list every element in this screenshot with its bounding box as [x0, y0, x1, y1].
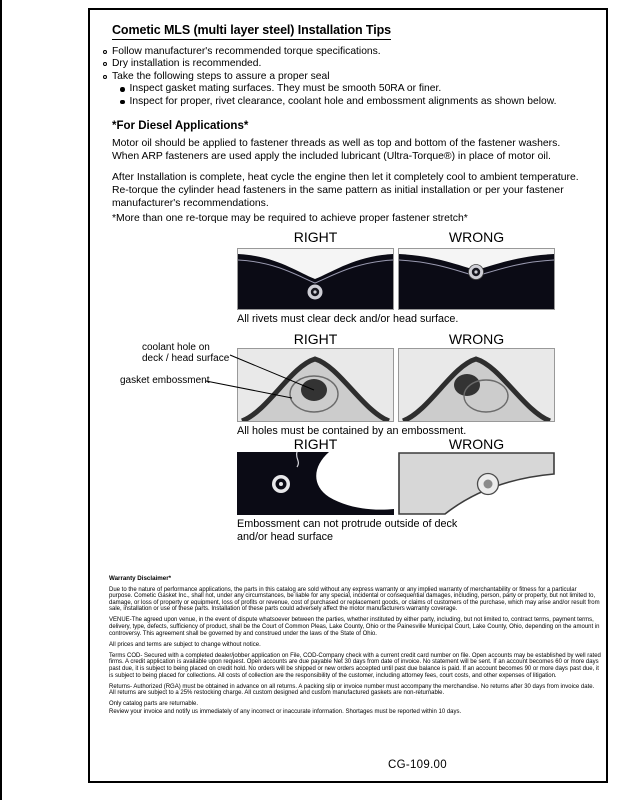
tip-text: Inspect gasket mating surfaces. They must be smooth 50RA or finer. — [129, 83, 442, 95]
catalog-number: CG-109.00 — [388, 759, 447, 771]
warranty-paragraph: Only catalog parts are returnable. — [109, 701, 199, 708]
tip-text: Take the following steps to assure a proper seal — [112, 70, 330, 82]
rivet-wrong-illustration — [399, 249, 554, 309]
row1-caption: All rivets must clear deck and/or head surface. — [237, 313, 459, 325]
warranty-paragraph: Returns- Authorized (RGA) must be obtained in advance on all returns. A packing slip or invoice number must accompany the merchandise. No returns after 30 days from invoice date. All returns are subject to a 25% restocking charge. All custom designed and custom manufactured gaskets are non-returnable. — [109, 683, 595, 697]
diagram-rivet-wrong — [398, 248, 555, 310]
warranty-paragraph: All prices and terms are subject to change without notice. — [109, 641, 261, 648]
row1-right-label: RIGHT — [293, 229, 338, 245]
warranty-disclaimer-section — [109, 576, 601, 720]
diagram-protrusion-wrong — [398, 452, 555, 515]
row3-wrong-label: WRONG — [448, 436, 505, 452]
embossment-wrong-illustration — [399, 349, 554, 421]
gasket-embossment-label: gasket embossment — [120, 375, 210, 386]
row3-right-label: RIGHT — [293, 436, 338, 452]
annotation-pointer-lines — [130, 340, 410, 435]
retorque-note: *More than one re-torque may be required to achieve proper fastener stretch* — [112, 213, 468, 224]
row2-caption: All holes must be contained by an embossment. — [237, 425, 467, 437]
coolant-hole-label: coolant hole on deck / head surface — [142, 342, 230, 364]
diagram-embossment-wrong — [398, 348, 555, 422]
protrusion-wrong-illustration — [398, 452, 555, 515]
document-page — [88, 8, 608, 783]
diesel-applications-heading: *For Diesel Applications* — [112, 120, 249, 132]
diesel-paragraph-1: Motor oil should be applied to fastener threads as well as top and bottom of the fastener washers. When ARP fasteners are used apply the included lubricant (Ultra-Torque®) in place of motor oil. — [112, 138, 561, 163]
tip-text: Inspect for proper, rivet clearance, coolant hole and embossment alignments as shown below. — [129, 95, 557, 107]
warranty-paragraph: Terms COD- Secured with a completed dealer/jobber application on File, COD-Company check with a current credit card number on file. Open accounts may be established by well rated firms. A credit application is available upon request. Open accounts are due payable Net 30 days from date of invoice. No statement will be sent. If an account becomes 60 or more days past due, it is subject to being placed on credit hold. No orders will be shipped or new orders accepted until past due balance is paid. If an account becomes 90 or more days past due, it is subject to being placed for collections. All costs of collection are the responsibility of the customer, including attorney fees, court costs, and other expenses of litigation. — [109, 652, 601, 679]
hollow-bullet-icon — [103, 75, 107, 79]
row1-wrong-label: WRONG — [448, 229, 505, 245]
list-item — [103, 47, 595, 58]
list-item — [120, 84, 595, 95]
tips-list — [103, 47, 595, 109]
row3-caption: Embossment can not protrude outside of deck and/or head surface — [237, 518, 458, 543]
warranty-paragraph: Review your invoice and notify us immediately of any incorrect or inaccurate information. Shortages must be reported within 10 days. — [109, 708, 462, 715]
coolant-hole-icon — [454, 374, 480, 396]
diagram-protrusion-right — [237, 452, 394, 515]
protrusion-right-illustration — [237, 452, 394, 515]
filled-bullet-icon — [120, 87, 125, 92]
warranty-paragraph: VENUE-The agreed upon venue, in the event of dispute whatsoever between the parties, whether instituted by either party, including, but not limited to, contract terms, payment terms, delivery, type, defects, sufficiency of product, shall be the Court of Common Pleas, Lake County, Ohio or the Painesville Municipal Court, Lake County, Ohio, depending on the amount in controversy. This agreement shall be governed by and construed under the laws of the State of Ohio. — [109, 617, 600, 637]
row2-wrong-label: WRONG — [448, 331, 505, 347]
warranty-heading: Warranty Disclaimer* — [109, 575, 172, 582]
list-item — [103, 72, 595, 83]
tip-text: Follow manufacturer's recommended torque specifications. — [112, 46, 381, 57]
hollow-bullet-icon — [103, 50, 107, 54]
hollow-bullet-icon — [103, 62, 107, 66]
diagram-rivet-right — [237, 248, 394, 310]
rivet-right-illustration — [238, 249, 393, 309]
warranty-paragraph: Due to the nature of performance applications, the parts in this catalog are sold without any express warranty or any implied warranty of merchantability or fitness for a particular purpose. Cometic Gasket Inc., shall not, under any circumstances, be liable for any special, incidental or consequential damages, including, person, party or property, but not limited to, damage, or loss of property or equipment, loss of profits or revenue, cost of purchased or replacement goods, or claims of customers of the purchase, which may arise and/or result from sale, installation or use of these parts. Installation of these parts could adversely affect the motor manufacturers warranty coverage. — [109, 586, 600, 613]
page-title: Cometic MLS (multi layer steel) Installation Tips — [112, 23, 391, 40]
list-item — [103, 59, 595, 70]
diesel-paragraph-2: After Installation is complete, heat cycle the engine then let it completely cool to ambient temperature. Re-torque the cylinder head fasteners in the same pattern as initial installation or per your fastener manufacturer's recommendations. — [112, 172, 579, 210]
filled-bullet-icon — [120, 100, 125, 105]
tip-text: Dry installation is recommended. — [112, 58, 262, 70]
scan-edge-artifact — [0, 0, 2, 800]
list-item — [120, 97, 595, 108]
row2-right-label: RIGHT — [293, 331, 338, 347]
